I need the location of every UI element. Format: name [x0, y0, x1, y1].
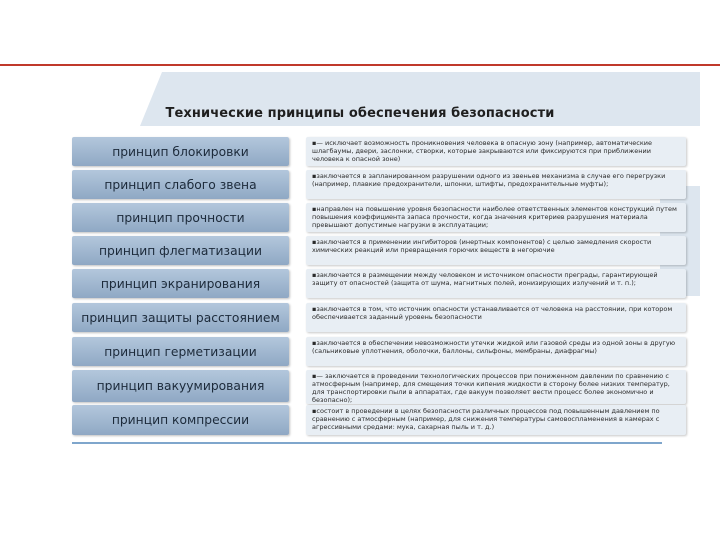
- principle-row-vacuum: [72, 370, 686, 402]
- principle-description: ▪направлен на повышение уровня безопасности наиболее ответственных элементов конструкций путем повышения коэффициента запаса прочности, когда значения критериев разрушения материала превышают допустимые нагрузки в эксплуатации;: [306, 203, 686, 232]
- principle-label: принцип защиты расстоянием: [72, 303, 289, 332]
- principle-description: ▪состоит в проведении в целях безопасности различных процессов под повышенным давлением по сравнению с атмосферным (например, для снижения температуры самовоспламенения в камерах с агрессивными средами: мука, сахарная пыль и т. д.): [306, 405, 686, 435]
- principle-row-distance: [72, 303, 686, 332]
- principle-label: принцип прочности: [72, 203, 289, 232]
- principle-row-shielding: [72, 269, 686, 298]
- principle-description: ▪— заключается в проведении технологических процессов при пониженном давлении по сравнению с атмосферным (например, для смещения точки кипения жидкости в сторону более низких температур, для транспортировки пыли в аппаратах, где вакуум позволяет вести процесс более экономично и безопасно);: [306, 370, 686, 404]
- principle-description: ▪заключается в применении ингибиторов (инертных компонентов) с целью замедления скорости химических реакций или превращения горючих веществ в негорючие: [306, 236, 686, 265]
- principle-description: ▪заключается в том, что источник опасности устанавливается от человека на расстоянии, при котором обеспечивается заданный уровень безопасности: [306, 303, 686, 332]
- principle-label: принцип экранирования: [72, 269, 289, 298]
- principle-row-strength: [72, 203, 686, 232]
- principle-description: ▪заключается в размещении между человеком и источником опасности преграды, гарантирующей защиту от опасностей (защита от шума, магнитных полей, ионизирующих излучений и т. п.);: [306, 269, 686, 298]
- principle-description: ▪— исключает возможность проникновения человека в опасную зону (например, автоматические шлагбаумы, двери, заслонки, створки, которые закрываются или фиксируются при приближении человека к опасной зоне): [306, 137, 686, 166]
- principle-description: ▪заключается в запланированном разрушении одного из звеньев механизма в случае его перегрузки (например, плавкие предохранители, шпонки, штифты, предохранительные муфты);: [306, 170, 686, 199]
- principle-label: принцип вакуумирования: [72, 370, 289, 402]
- principle-description: ▪заключается в обеспечении невозможности утечки жидкой или газовой среды из одной зоны в другую (сальниковые уплотнения, оболочки, баллоны, сильфоны, мембраны, диафрагмы): [306, 337, 686, 366]
- principle-row-sealing: [72, 337, 686, 366]
- principle-label: принцип флегматизации: [72, 236, 289, 265]
- top-red-rule: [0, 64, 720, 66]
- principle-row-blocking: [72, 137, 686, 166]
- principle-label: принцип герметизации: [72, 337, 289, 366]
- principle-row-compression: [72, 405, 686, 435]
- principle-row-weak-link: [72, 170, 686, 199]
- principle-label: принцип компрессии: [72, 405, 289, 435]
- principle-label: принцип слабого звена: [72, 170, 289, 199]
- bottom-rule: [72, 442, 662, 444]
- principle-label: принцип блокировки: [72, 137, 289, 166]
- principle-row-phlegmatization: [72, 236, 686, 265]
- slide-title: Технические принципы обеспечения безопасности: [165, 106, 555, 121]
